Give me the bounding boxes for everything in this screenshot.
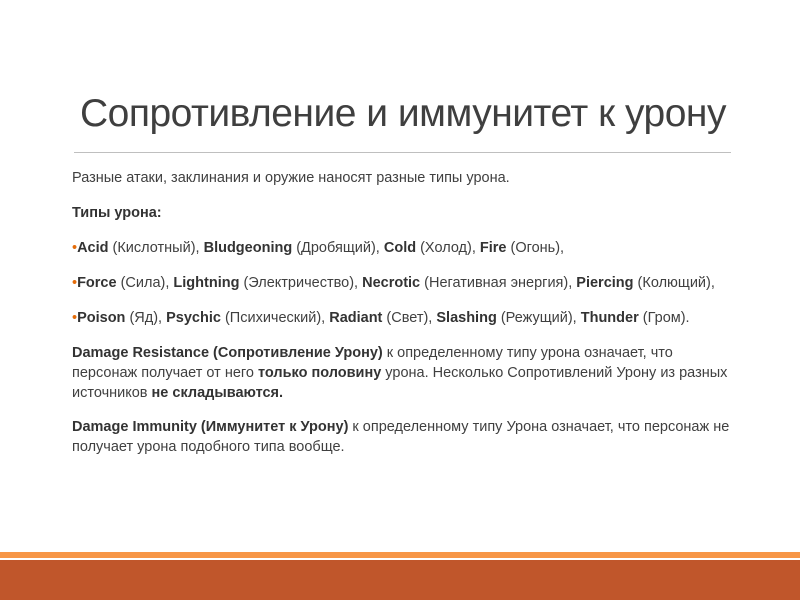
damage-type-name: Force xyxy=(77,275,117,291)
damage-type-translation: (Сила), xyxy=(116,275,174,291)
half-damage-text: только половину xyxy=(258,365,382,381)
damage-type-translation: (Электричество), xyxy=(239,275,363,291)
damage-type-name: Slashing xyxy=(436,310,497,326)
damage-type-name: Psychic xyxy=(166,310,221,326)
slide-title: Сопротивление и иммунитет к урону xyxy=(80,92,726,135)
damage-types-bullet xyxy=(72,238,742,258)
damage-type-name: Necrotic xyxy=(362,275,421,291)
damage-type-name: Fire xyxy=(479,240,507,256)
damage-type-name: Acid xyxy=(77,240,109,256)
damage-type-name: Poison xyxy=(77,310,126,326)
damage-type-translation: (Режущий), xyxy=(496,310,581,326)
damage-type-name: Lightning xyxy=(173,275,240,291)
damage-type-translation: (Кислотный), xyxy=(108,240,204,256)
damage-types-bullet xyxy=(72,273,742,293)
damage-type-translation: (Огонь), xyxy=(506,240,565,256)
footer-accent-stripe xyxy=(0,552,800,558)
bullet-marker: • xyxy=(72,240,78,256)
footer-band xyxy=(0,560,800,600)
damage-type-translation: (Холод), xyxy=(416,240,480,256)
resistance-term: Damage Resistance (Сопротивление Урону) xyxy=(72,345,383,361)
damage-type-translation: (Гром). xyxy=(638,310,690,326)
intro-paragraph: Разные атаки, заклинания и оружие наносят разные типы урона. xyxy=(72,170,510,186)
immunity-term: Damage Immunity (Иммунитет к Урону) xyxy=(72,419,349,435)
damage-type-translation: (Колющий), xyxy=(633,275,715,291)
bullet-marker: • xyxy=(72,310,78,326)
resistance-paragraph: Damage Resistance (Сопротивление Урону) к определенному типу урона означает, что персонаж получает от него только половину урона. Несколько Сопротивлений Урону из разных источников не складываются. xyxy=(72,345,728,401)
damage-type-translation: (Негативная энергия), xyxy=(420,275,577,291)
types-heading: Типы урона: xyxy=(72,205,162,221)
damage-types-list xyxy=(72,238,742,328)
damage-type-translation: (Свет), xyxy=(382,310,437,326)
damage-type-translation: (Яд), xyxy=(125,310,167,326)
bullet-marker: • xyxy=(72,275,78,291)
immunity-paragraph: Damage Immunity (Иммунитет к Урону) к определенному типу Урона означает, что персонаж не получает урона подобного типа вообще. xyxy=(72,419,730,455)
damage-type-name: Piercing xyxy=(576,275,634,291)
title-divider xyxy=(74,152,731,153)
slide-body xyxy=(72,168,742,472)
not-stack-text: не складываются xyxy=(151,385,280,401)
damage-type-name: Thunder xyxy=(580,310,639,326)
damage-type-translation: (Психический), xyxy=(220,310,330,326)
damage-types-bullet xyxy=(72,308,742,328)
damage-type-name: Cold xyxy=(383,240,417,256)
damage-type-name: Radiant xyxy=(329,310,383,326)
damage-type-translation: (Дробящий), xyxy=(292,240,384,256)
damage-type-name: Bludgeoning xyxy=(203,240,293,256)
